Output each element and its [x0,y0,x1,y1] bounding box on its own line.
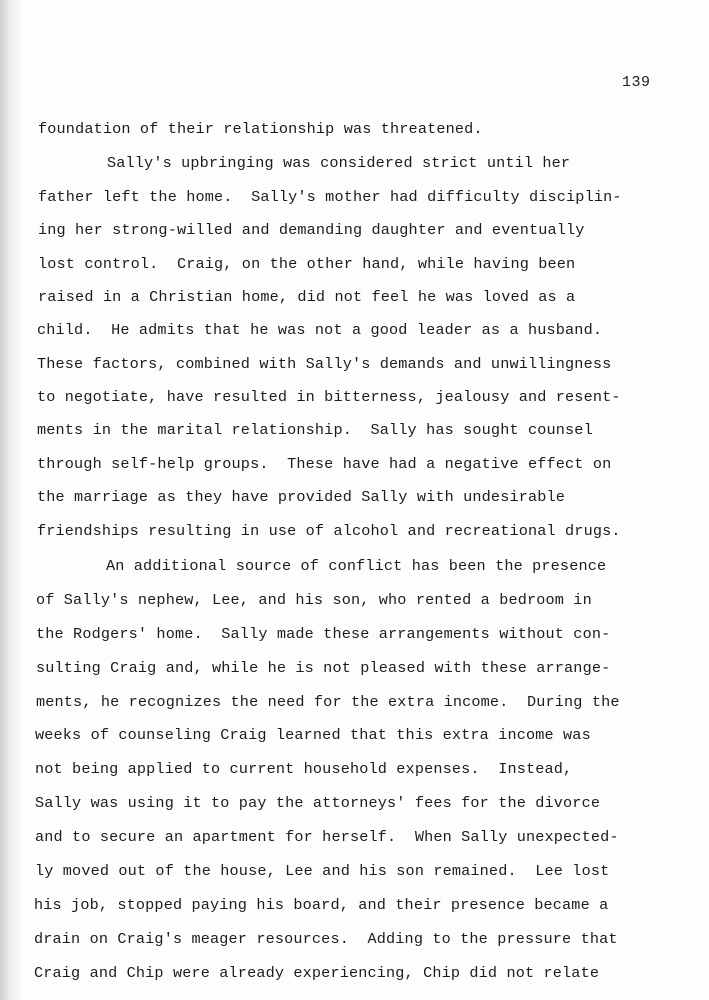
text-line-4: ing her strong-willed and demanding daughter and eventually [38,221,585,239]
text-line-23: ly moved out of the house, Lee and his son remained. Lee lost [35,862,610,880]
text-line-2: Sally's upbringing was considered strict until her [107,154,571,172]
text-line-21: Sally was using it to pay the attorneys' fees for the divorce [35,794,601,812]
text-line-22: and to secure an apartment for herself. When Sally unexpected- [35,828,619,846]
text-line-3: father left the home. Sally's mother had difficulty disciplin- [38,188,622,206]
text-line-5: lost control. Craig, on the other hand, while having been [38,255,576,273]
text-line-26: Craig and Chip were already experiencing, Chip did not relate [34,964,600,982]
text-line-19: weeks of counseling Craig learned that this extra income was [35,726,591,744]
page-number: 139 [622,74,651,91]
text-line-14: An additional source of conflict has been the presence [106,557,607,575]
page-edge-shadow [0,0,24,1000]
text-line-20: not being applied to current household expenses. Instead, [35,760,573,778]
text-line-17: sulting Craig and, while he is not pleased with these arrange- [36,659,611,677]
text-line-6: raised in a Christian home, did not feel he was loved as a [38,288,576,306]
text-line-18: ments, he recognizes the need for the extra income. During the [36,693,620,711]
text-line-1: foundation of their relationship was threatened. [38,120,483,138]
text-line-25: drain on Craig's meager resources. Adding to the pressure that [34,930,618,948]
text-line-10: ments in the marital relationship. Sally has sought counsel [37,421,593,439]
text-line-7: child. He admits that he was not a good leader as a husband. [37,321,603,339]
text-line-8: These factors, combined with Sally's demands and unwillingness [37,355,612,373]
text-line-15: of Sally's nephew, Lee, and his son, who rented a bedroom in [36,591,592,609]
text-line-24: his job, stopped paying his board, and their presence became a [34,896,609,914]
text-line-16: the Rodgers' home. Sally made these arrangements without con- [36,625,611,643]
text-line-13: friendships resulting in use of alcohol and recreational drugs. [37,522,621,540]
text-line-11: through self-help groups. These have had a negative effect on [37,455,612,473]
text-line-9: to negotiate, have resulted in bitterness, jealousy and resent- [37,388,621,406]
text-line-12: the marriage as they have provided Sally with undesirable [37,488,566,506]
